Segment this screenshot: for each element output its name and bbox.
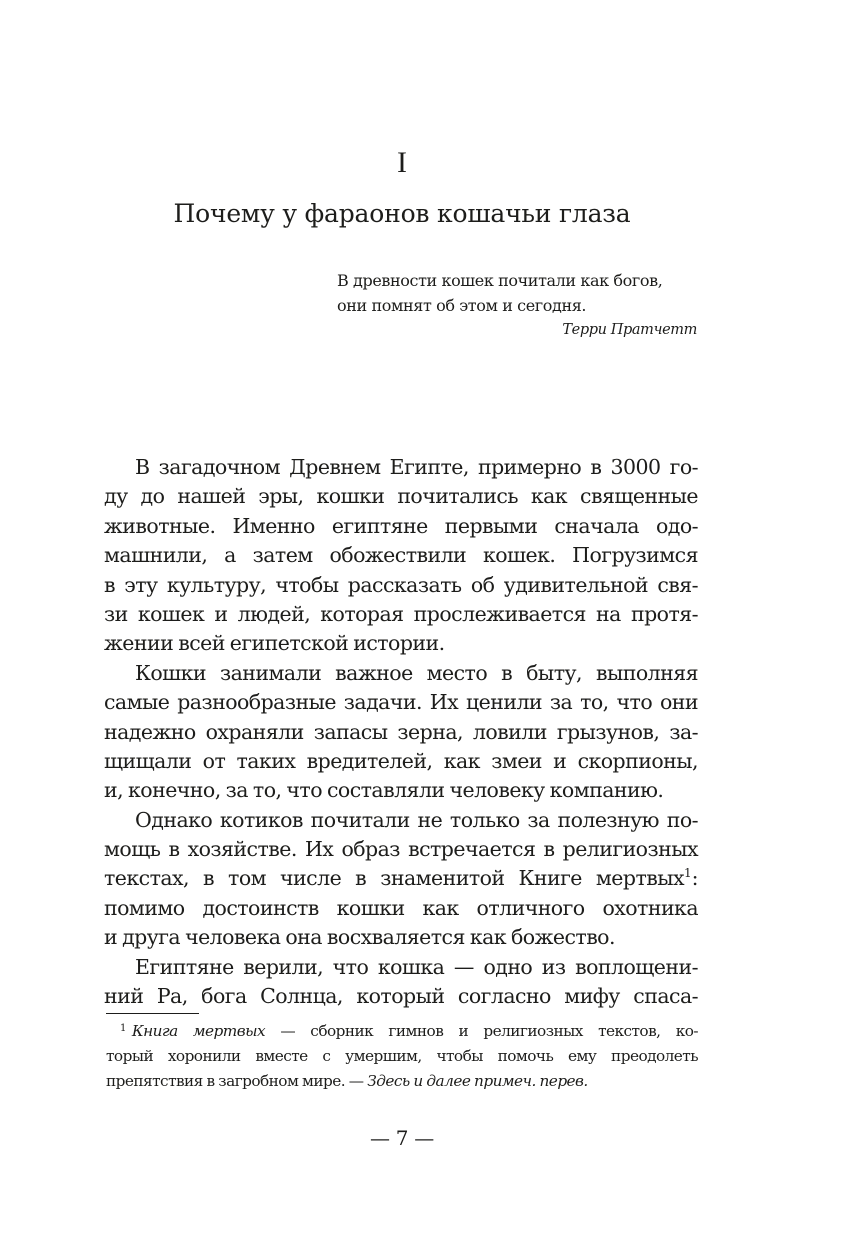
footnote-divider [106, 1013, 199, 1014]
paragraph-line-with-footnote [104, 864, 698, 893]
footnote-reference[interactable]: 1 [684, 866, 692, 881]
paragraph-line: Кошки занимали важное место в быту, выполняя [135, 660, 698, 685]
paragraph-line: надежно охраняли запасы зерна, ловили грызунов, за- [104, 719, 698, 744]
footnote-line [106, 1019, 698, 1044]
footnote-term: Книга мертвых [131, 1022, 266, 1040]
paragraph-line: Однако котиков почитали не только за полезную по- [135, 807, 698, 832]
footnote-line: торый хоронили вместе с умершим, чтобы помочь ему преодолеть [106, 1047, 698, 1065]
footnote-ref-colon: : [691, 866, 698, 891]
footnote [106, 1019, 698, 1094]
paragraph-line: Египтяне верили, что кошка — одно из воплощени- [135, 954, 698, 979]
paragraph-line: жении всей египетской истории. [104, 631, 445, 656]
footnote-text: препятствия в загробном мире. — [106, 1072, 368, 1090]
epigraph-author: Терри Пратчетт [562, 322, 697, 338]
paragraph-line: самые разнообразные задачи. Их ценили за то, что они [104, 690, 698, 715]
paragraph-line: животные. Именно египтяне первыми сначала одо- [104, 513, 698, 538]
chapter-title: Почему у фараонов кошачьи глаза [173, 199, 631, 228]
footnote-text: — сборник гимнов и религиозных текстов, ко- [265, 1022, 698, 1040]
paragraph-line: и друга человека она восхваляется как божество. [104, 925, 615, 950]
footnote-mark: 1 [120, 1023, 126, 1034]
paragraph-line: машнили, а затем обожествили кошек. Погрузимся [104, 543, 698, 568]
footnote-line [106, 1069, 698, 1094]
page-number: — 7 — [370, 1126, 434, 1150]
paragraph-text: текстах, в том числе в знаменитой Книге мертвых [104, 866, 684, 891]
paragraph-line: ду до нашей эры, кошки почитались как священные [104, 484, 698, 509]
paragraph-line: в эту культуру, чтобы рассказать об удивительной свя- [104, 572, 698, 597]
epigraph-line: они помнят об этом и сегодня. [337, 296, 587, 315]
paragraph-line: зи кошек и людей, которая прослеживается на протя- [104, 601, 698, 626]
paragraph-line: помимо достоинств кошки как отличного охотника [104, 895, 698, 920]
paragraph-line: В загадочном Древнем Египте, примерно в 3000 го- [135, 455, 698, 479]
paragraph-line: ний Ра, бога Солнца, который согласно мифу спаса- [104, 984, 698, 1009]
epigraph [337, 268, 699, 342]
paragraph-line: мощь в хозяйстве. Их образ встречается в религиозных [104, 837, 698, 862]
body-text [104, 453, 698, 1011]
chapter-number: I [397, 146, 407, 179]
epigraph-line: В древности кошек почитали как богов, [337, 271, 663, 290]
footnote-translator-note: Здесь и далее примеч. перев. [367, 1072, 588, 1090]
paragraph-line: и, конечно, за то, что составляли человеку компанию. [104, 778, 664, 803]
paragraph-line: щищали от таких вредителей, как змеи и скорпионы, [104, 748, 698, 773]
